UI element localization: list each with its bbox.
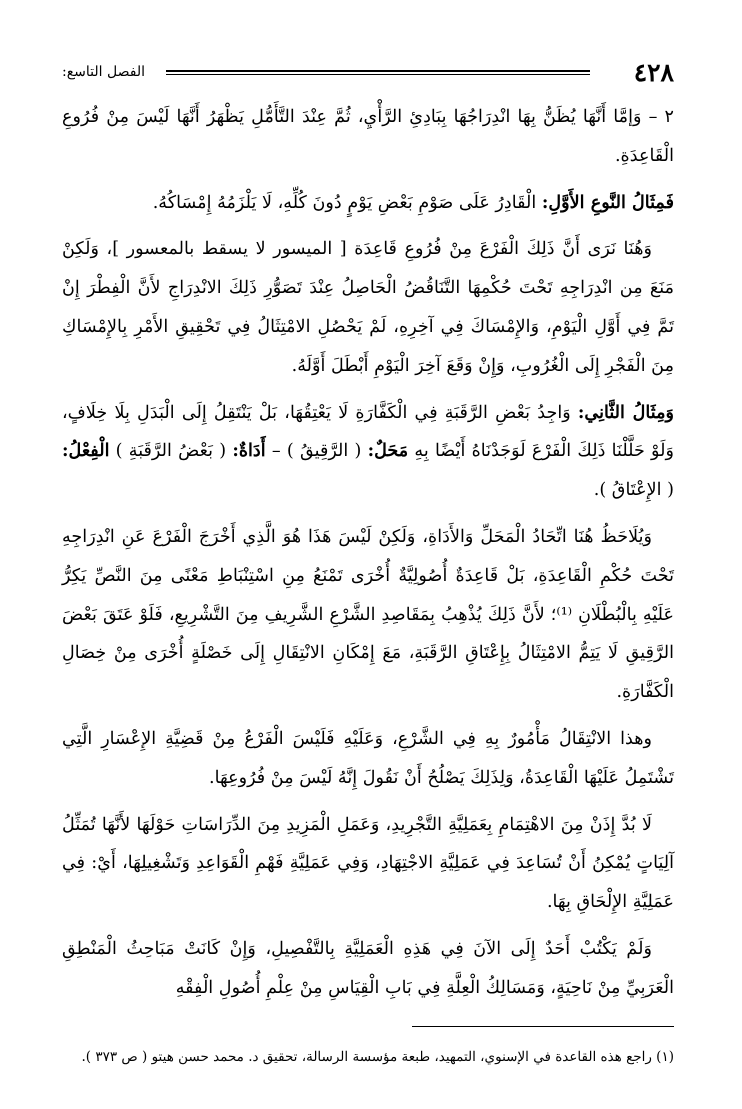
- paragraph: ٢ – وَإمَّا أَنَّهَا يُظَنُّ بِهَا انْدِرَاجُهَا بِبَادِئِ الرَّأْيِ، ثُمَّ عِنْدَ التَّأَمُّلِ يَظْهَرُ أَنَّهَا لَيْسَ مِنْ فُرُوعِ الْقَاعِدَةِ.: [62, 107, 674, 166]
- main-text: [62, 98, 674, 1016]
- page-header: [62, 58, 674, 90]
- header-rule: [166, 70, 590, 75]
- paragraph: وَيُلَاحَظُ هُنَا اتِّحَادُ الْمَحَلِّ وَالأَدَاةِ، وَلَكِنْ لَيْسَ هَذَا هُوَ الَّذِي أَخْرَجَ الْفَرْعَ عَنِ انْدِرَاجِهِ تَحْتَ حُكْمِ الْقَاعِدَةِ، بَلْ قَاعِدَةٌ أُصُولِيَّةٌ أُخْرَى تَمْنَعُ مِنِ اسْتِنْبَاطِ مَعْنًى مِنَ النَّصِّ يَكِرُّ عَلَيْهِ بِالْبُطْلَانِ ⁽¹⁾؛ لأَنَّ ذَلِكَ يُذْهِبُ بِمَقَاصِدِ الشَّرْعِ الشَّرِيفِ مِنَ التَّشْرِيعِ، فَلَوْ عَتَقَ بَعْضَ الرَّقِيقِ لَا يَتِمُّ الامْتِثَالُ بِإِعْتَاقِ الرَّقَبَةِ، مَعَ إِمْكَانِ الانْتِقَالِ إِلَى خَصْلَةٍ أُخْرَى مِنْ خِصَالِ الْكَفَّارَةِ.: [62, 526, 674, 703]
- paragraph: وَلَمْ يَكْتُبْ أَحَدٌ إِلَى الآنَ فِي هَذِهِ الْعَمَلِيَّةِ بِالتَّفْصِيلِ، وَإِنْ كَانَتْ مَبَاحِثُ الْمَنْطِقِ الْعَرَبِيِّ مِنْ نَاحِيَةٍ، وَمَسَالِكُ الْعِلَّةِ فِي بَابِ الْقِيَاسِ مِنْ عِلْمِ أُصُولِ الْفِقْهِ: [62, 938, 674, 998]
- paragraph: فَمِثَالُ النَّوعِ الأَوَّلِ: الْقَادِرُ عَلَى صَوْمِ بَعْضِ يَوْمٍ دُونَ كُلِّهِ، لَا يَلْزَمُهُ إِمْسَاكُهُ.: [152, 191, 674, 213]
- footnote: (١) راجع هذه القاعدة في الإسنوي، التمهيد، طبعة مؤسسة الرسالة، تحقيق د. محمد حسن هيتو ( ص ٣٧٣ ).: [81, 1049, 674, 1065]
- paragraph: وَمِثَالُ الثَّانِي: وَاجِدُ بَعْضِ الرَّقَبَةِ فِي الْكَفَّارَةِ لَا يَعْتِقُهَا، بَلْ يَنْتَقِلُ إِلَى الْبَدَلِ بِلَا خِلَافٍ، وَلَوْ حَلَّلْنَا ذَلِكَ الْفَرْعَ لَوَجَدْنَاهُ أَيْضًا بِهِ مَحَلٌ: ( الرَّقِيقُ ) – أَدَاةٌ: ( بَعْضُ الرَّقَبَةِ ) الْفِعْلُ: ( الإِعْتَاقُ ).: [62, 401, 675, 501]
- paragraph: وَهُنَا نَرَى أَنَّ ذَلِكَ الْفَرْعَ مِنْ فُرُوعِ قَاعِدَة [ الميسور لا يسقط بالمعسور ]، وَلَكِنْ مَنَعَ مِن انْدِرَاجِهِ تَحْتَ حُكْمِهَا التَّنَاقُضُ الْحَاصِلُ عِنْدَ تَصَوُّرِ ذَلِكَ الانْدِرَاجِ لأَنَّ الْفِطْرَ إِنْ تَمَّ فِي أَوَّلِ الْيَوْمِ، وَالإِمْسَاكَ فِي آخِرِهِ، لَمْ يَحْصُلِ الامْتِثَالُ فِي تَحْقِيقِ الأَمْرِ بِالإِمْسَاكِ مِنَ الْفَجْرِ إِلَى الْغُرُوبِ، وَإِنْ وَقَعَ آخِرَ الْيَوْمِ أَبْطَلَ أَوَّلَهُ.: [62, 239, 674, 376]
- chapter-title: الفصل التاسع:: [62, 64, 145, 80]
- footnote-separator: [412, 1026, 674, 1027]
- paragraph: وهذا الانْتِقَالُ مَأْمُورٌ بِهِ فِي الشَّرْعِ، وَعَلَيْهِ فَلَيْسَ الْفَرْعُ مِنْ قَضِيَّةِ الإِعْسَارِ الَّتِي تَشْتَمِلُ عَلَيْهَا الْقَاعِدَةُ، وَلِذَلِكَ يَصْلُحُ أَنْ نَقُولَ إِنَّهُ لَيْسَ مِنْ فُرُوعِهَا.: [62, 728, 674, 788]
- page-number: ٤٢٨: [633, 58, 674, 87]
- paragraph: لَا بُدَّ إِذَنْ مِنَ الاهْتِمَامِ بِعَمَلِيَّةِ التَّجْرِيدِ، وَعَمَلِ الْمَزِيدِ مِنَ الدِّرَاسَاتِ حَوْلَهَا لأَنَّهَا تُمَثِّلُ آلِيَاتٍ يُمْكِنُ أَنْ تُسَاعِدَ فِي عَمَلِيَّةِ الاجْتِهَادِ، وَفِي عَمَلِيَّةِ فَهْمِ الْقَوَاعِدِ وَتَشْغِيلِهَا، أَيْ: فِي عَمَلِيَّةِ الإِلْحَاقِ بِهَا.: [62, 814, 674, 913]
